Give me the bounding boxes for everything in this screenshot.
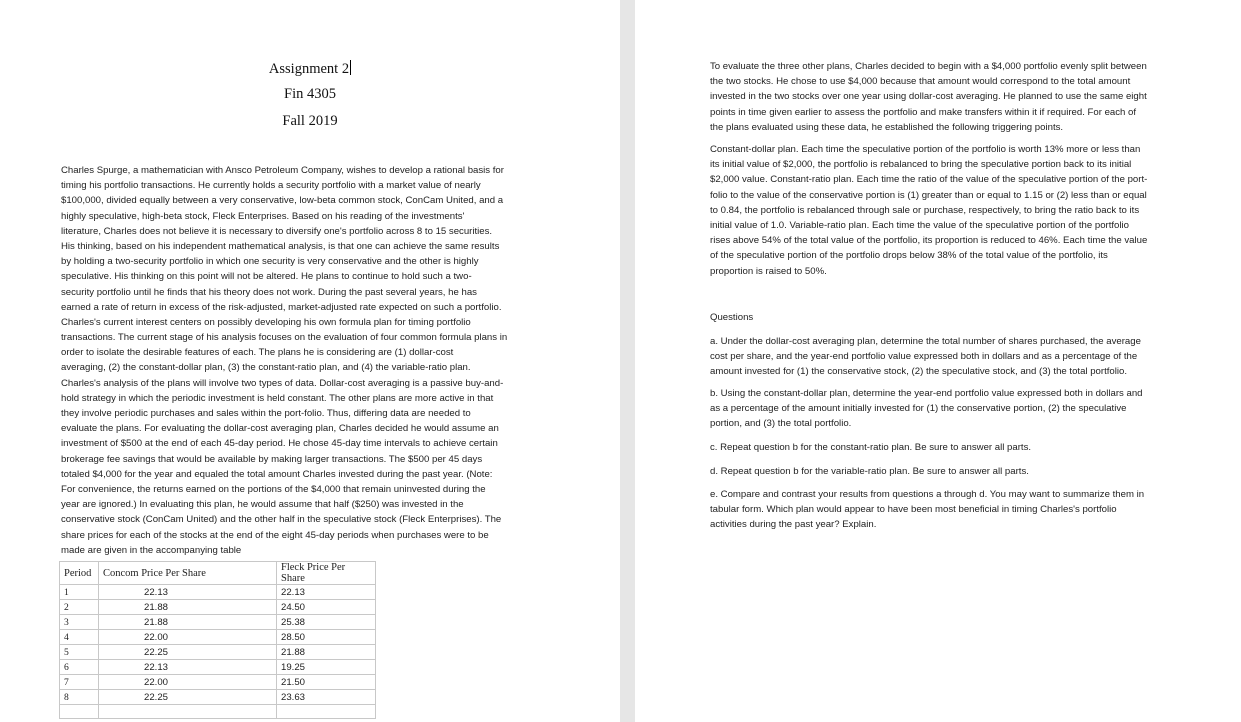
body-text-line: highly speculative, high-beta stock, Fleck Enterprises. Based on his reading of the investments' (61, 210, 465, 222)
question-line: cost per share, and the year-end portfolio value expressed both in dollars and as a percentage of the (710, 351, 1138, 363)
course-code: Fin 4305 (284, 86, 336, 102)
empty-cell (60, 705, 99, 719)
table-row (60, 690, 376, 705)
document-page-right[interactable] (635, 0, 1241, 722)
question-line: a. Under the dollar-cost averaging plan, determine the total number of shares purchased, the average (710, 336, 1141, 347)
body-text-line: investment of $500 at the end of each 45-day period. He chose 45-day time intervals to achieve certain (61, 438, 498, 450)
body-text-line: totaled $4,000 for the year and equaled the total amount Charles invested during the past year. (Note: (61, 468, 493, 480)
body-text-line: hold strategy in which the periodic investment is held constant. The other plans are more active in that (61, 392, 494, 404)
plan-line: rises above 54% of the total value of the portfolio, its proportion is reduced to 46%. Each time the value (710, 235, 1148, 247)
question-line: e. Compare and contrast your results from questions a through d. You may want to summarize them in (710, 489, 1145, 500)
concom-price-cell: 22.13 (99, 585, 277, 600)
table-row (60, 630, 376, 645)
empty-cell (99, 705, 277, 719)
table-empty-row (60, 705, 376, 719)
period-cell: 4 (60, 630, 99, 645)
question-a (710, 334, 1141, 380)
period-cell: 5 (60, 645, 99, 660)
fleck-price-cell: 19.25 (277, 660, 376, 675)
intro-line: invested in the two stocks over one year using dollar-cost averaging. He planned to use the same eight (710, 91, 1147, 103)
assignment-title: Assignment 2 (268, 61, 350, 77)
intro-line: the plans evaluated using these data, he established the following triggering points. (710, 121, 1064, 133)
fleck-price-cell: 28.50 (277, 630, 376, 645)
period-cell: 8 (60, 690, 99, 705)
question-d (710, 464, 1029, 479)
header-period: Period (60, 562, 99, 585)
body-text-line: year are ignored.) In evaluating this plan, he would assume that half ($250) was invested in the (61, 499, 464, 511)
question-line: amount invested for (1) the conservative stock, (2) the speculative stock, and (3) the total portfolio. (710, 366, 1128, 378)
plan-line: folio to the value of the conservative portion is (1) greater than or equal to 1.15 or (2) less than or equal (710, 189, 1147, 201)
plan-line: of the speculative portion of the portfolio drops below 38% of the total value of the portfolio, its (710, 250, 1108, 262)
body-text-line: timing his portfolio transactions. He currently holds a security portfolio with a market value of nearly (61, 180, 481, 192)
concom-price-cell: 22.25 (99, 690, 277, 705)
body-text-line: made are given in the accompanying table (61, 544, 242, 556)
question-line: b. Using the constant-dollar plan, determine the year-end portfolio value expressed both in dollars and (710, 388, 1143, 399)
concom-price-cell: 22.00 (99, 675, 277, 690)
body-text-line: speculative. His thinking on this point will not be altered. He plans to continue to hold such a two- (61, 271, 472, 283)
plan-line: initial value of 1.0. Variable-ratio plan. Each time the value of the speculative portion of the portfolio (710, 219, 1129, 231)
table-row (60, 660, 376, 675)
period-cell: 6 (60, 660, 99, 675)
question-line: as a percentage of the amount initially invested for (1) the conservative portion, (2) the speculative (710, 403, 1127, 415)
body-text-line: Charles's analysis of the plans will involve two types of data. Dollar-cost averaging is a passive buy-and- (61, 377, 504, 389)
fleck-price-cell: 24.50 (277, 600, 376, 615)
body-text-line: evaluate the plans. For evaluating the dollar-cost averaging plan, Charles decided he would assume an (61, 423, 499, 435)
questions-heading: Questions (710, 312, 754, 323)
question-line: portion, and (3) the total portfolio. (710, 418, 852, 430)
body-text-line: Charles Spurge, a mathematician with Ansco Petroleum Company, wishes to develop a rational basis for (61, 165, 504, 176)
period-cell: 7 (60, 675, 99, 690)
table-row (60, 585, 376, 600)
question-line: tabular form. Which plan would appear to have been most beneficial in timing Charles's portfolio (710, 504, 1117, 516)
fleck-price-cell: 21.50 (277, 675, 376, 690)
body-text-line: order to isolate the desirable features of each. The plans he is considering are (1) dollar-cost (61, 347, 454, 359)
fleck-price-cell: 22.13 (277, 585, 376, 600)
table-row (60, 645, 376, 660)
body-text-line: averaging, (2) the constant-dollar plan, (3) the constant-ratio plan, and (4) the variable-ratio plan. (61, 362, 471, 374)
price-table (59, 561, 376, 719)
header-concom-price: Concom Price Per Share (99, 562, 277, 585)
body-text-line: brokerage fee savings that would be available by making larger transactions. The $500 per 45 days (61, 453, 483, 465)
intro-line: To evaluate the three other plans, Charles decided to begin with a $4,000 portfolio evenly split between (710, 61, 1147, 72)
plans-intro-paragraph (710, 59, 1147, 135)
period-cell: 2 (60, 600, 99, 615)
body-text-line: $100,000, divided equally between a very conservative, low-beta common stock, ConCam United, and a (61, 195, 504, 207)
fleck-price-cell: 23.63 (277, 690, 376, 705)
document-page-left[interactable] (0, 0, 620, 722)
question-e (710, 487, 1144, 533)
plan-line: its initial value of $2,000, the portfolio is rebalanced to bring the speculative portion back to its initial (710, 159, 1132, 171)
question-line: activities during the past year? Explain. (710, 519, 877, 531)
question-line: c. Repeat question b for the constant-ratio plan. Be sure to answer all parts. (710, 442, 1032, 453)
table-row (60, 675, 376, 690)
body-text-line: literature, Charles does not believe it is necessary to diversify one's portfolio across 8 to 15 securities. (61, 225, 493, 237)
body-text-line: Charles's current interest centers on possibly developing his own formula plan for timing portfolio (61, 316, 471, 328)
body-text-line: security portfolio until he finds that his theory does not work. During the past several years, he has (61, 286, 477, 298)
body-text-line: earned a rate of return in excess of the risk-adjusted, market-adjusted rate expected on such a portfolio. (61, 301, 502, 313)
plan-line: $2,000 value. Constant-ratio plan. Each time the ratio of the value of the speculative portion of the port- (710, 174, 1148, 186)
table-header-row (60, 562, 376, 585)
intro-line: points in time given earlier to assess the portfolio and make transfers within it if required. For each of (710, 106, 1137, 118)
body-text-line: by holding a two-security portfolio in which one security is very conservative and the other is highly (61, 256, 479, 268)
concom-price-cell: 22.00 (99, 630, 277, 645)
concom-price-cell: 22.13 (99, 660, 277, 675)
body-text-line: His thinking, based on his independent mathematical analysis, is that one can achieve the same results (61, 240, 500, 252)
body-text-line: they involve periodic purchases and sales within the port-folio. Thus, differing data are needed to (61, 408, 471, 419)
text-cursor (350, 60, 351, 75)
plan-line: proportion is raised to 50%. (710, 265, 827, 277)
fleck-price-cell: 21.88 (277, 645, 376, 660)
table-row (60, 600, 376, 615)
period-cell: 3 (60, 615, 99, 630)
intro-line: the two stocks. He chose to use $4,000 because that amount would correspond to the total amount (710, 76, 1131, 88)
triggering-points-paragraph (710, 142, 1147, 279)
period-cell: 1 (60, 585, 99, 600)
body-text-line: conservative stock (ConCam United) and the other half in the speculative stock (Fleck Enterprises). The (61, 514, 502, 526)
header-fleck-price: Fleck Price Per Share (277, 562, 376, 585)
fleck-price-cell: 25.38 (277, 615, 376, 630)
body-text-line: transactions. The current stage of his analysis focuses on the evaluation of four common formula plans in (61, 332, 508, 344)
plan-line: to 0.84, the portfolio is rebalanced through sale or purchase, respectively, to bring the ratio back to its (710, 204, 1140, 216)
body-text-line: For convenience, the returns earned on the portions of the $4,000 that remain uninvested during the (61, 483, 486, 495)
plan-line: Constant-dollar plan. Each time the speculative portion of the portfolio is worth 13% more or less than (710, 144, 1141, 155)
question-b (710, 386, 1143, 432)
question-line: d. Repeat question b for the variable-ratio plan. Be sure to answer all parts. (710, 466, 1029, 477)
concom-price-cell: 21.88 (99, 615, 277, 630)
case-body-text (61, 163, 507, 558)
concom-price-cell: 22.25 (99, 645, 277, 660)
body-text-line: share prices for each of the stocks at the end of the eight 45-day periods when purchases were to be (61, 529, 489, 541)
empty-cell (277, 705, 376, 719)
table-row (60, 615, 376, 630)
concom-price-cell: 21.88 (99, 600, 277, 615)
term: Fall 2019 (282, 113, 338, 129)
question-c (710, 440, 1031, 455)
